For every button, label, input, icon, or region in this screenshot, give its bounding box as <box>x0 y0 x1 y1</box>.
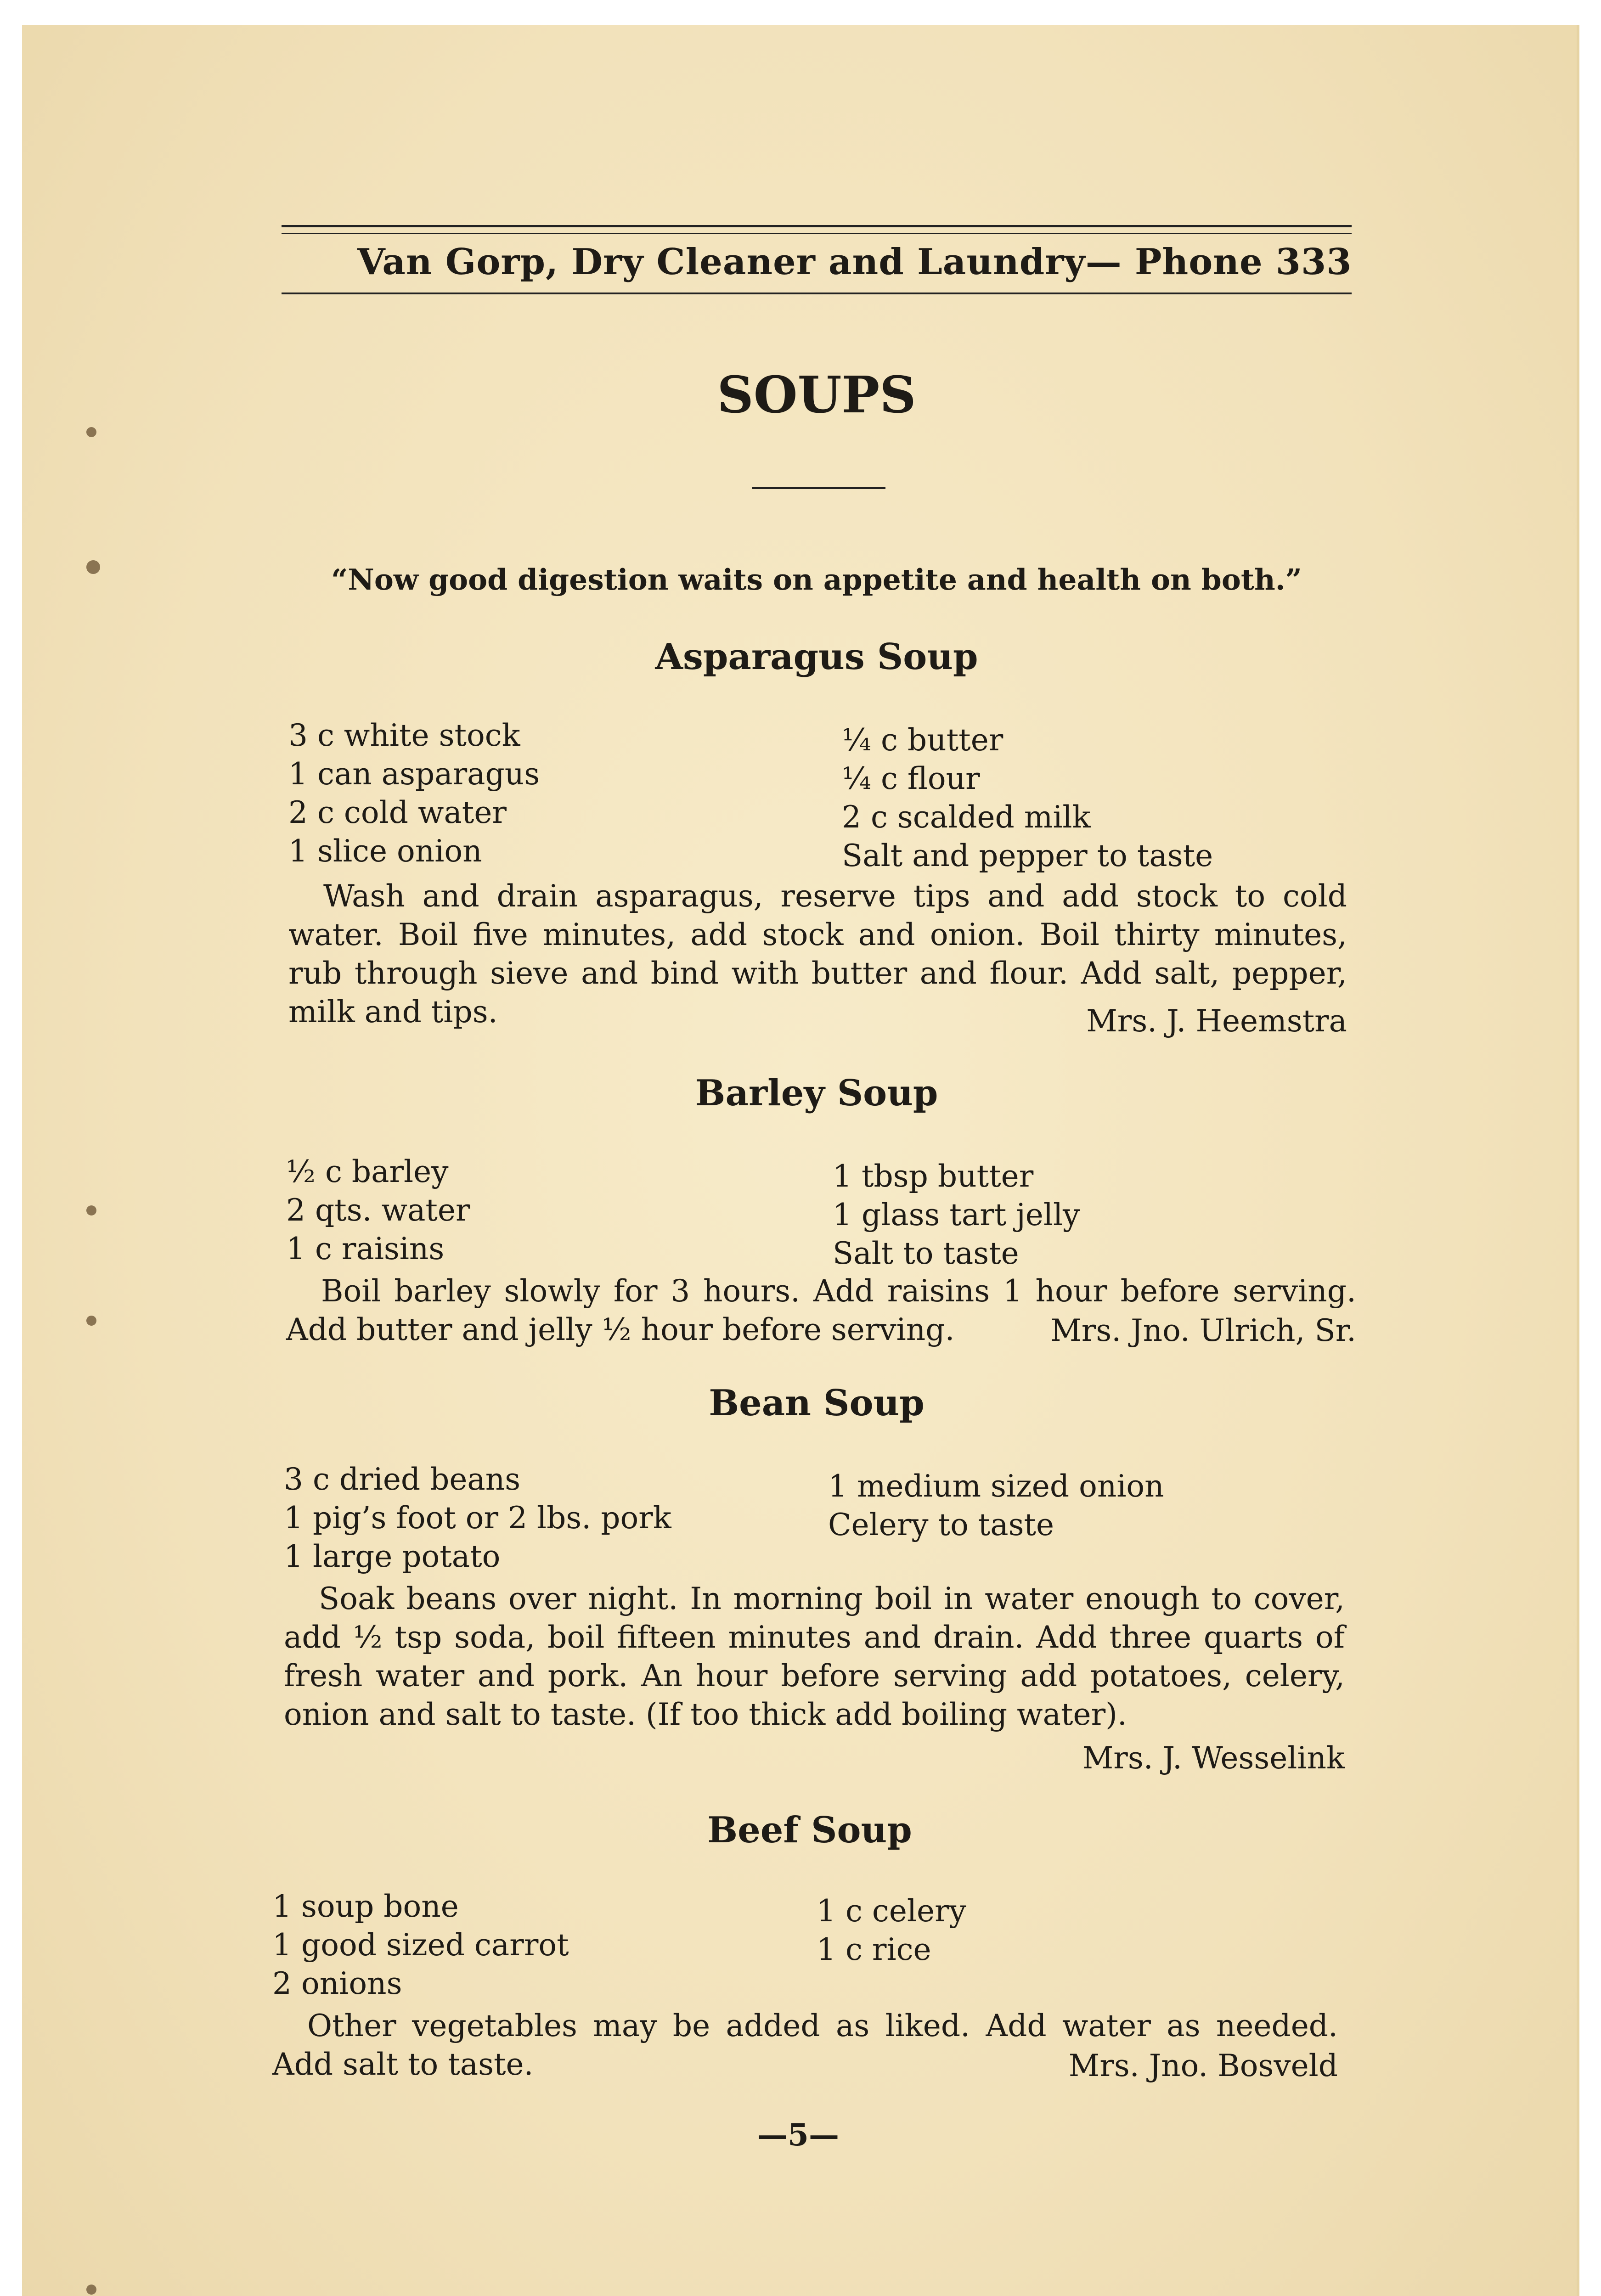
ingredients-left <box>286 1153 470 1268</box>
ingredient: ¼ c butter <box>842 722 1003 758</box>
ingredient: 1 slice onion <box>288 833 482 869</box>
ingredient: 1 soup bone <box>272 1889 459 1924</box>
method-text: Wash and drain asparagus, reserve tips and add stock to cold water. Boil five minutes, add stock and onion. Boil thirty minutes, rub through sieve and bind with butter and flour. Add salt, pepper, milk and tips. <box>288 878 1347 1030</box>
ingredient: 1 large potato <box>284 1539 501 1574</box>
page-number: —5— <box>757 2117 839 2153</box>
ingredient: 1 medium sized onion <box>828 1469 1164 1504</box>
ingredients-right <box>833 1157 1080 1273</box>
punch-mark <box>86 2285 96 2295</box>
ingredient: 1 tbsp butter <box>833 1159 1034 1194</box>
ingredient: Salt and pepper to taste <box>842 838 1213 873</box>
ingredients-left <box>272 1887 569 2003</box>
ingredient: 1 pig’s foot or 2 lbs. pork <box>284 1500 671 1536</box>
recipe-title: Barley Soup <box>695 1072 938 1114</box>
ingredients-right <box>828 1467 1164 1544</box>
page-title: SOUPS <box>717 365 916 424</box>
ingredient: 1 can asparagus <box>288 756 540 792</box>
ingredient: 1 glass tart jelly <box>833 1197 1080 1232</box>
ingredient: Salt to taste <box>833 1236 1019 1271</box>
ingredient: ½ c barley <box>286 1154 449 1189</box>
header-advertisement: Van Gorp, Dry Cleaner and Laundry— Phone 333 <box>357 241 1352 283</box>
title-underline <box>752 487 885 489</box>
ingredients-right <box>817 1892 966 1969</box>
ingredient: 1 c rice <box>817 1932 931 1967</box>
ingredient: 2 c scalded milk <box>842 799 1091 835</box>
ingredient: 3 c white stock <box>288 718 520 753</box>
header-rule-bottom <box>282 293 1352 294</box>
recipe-method <box>284 1580 1345 1734</box>
punch-mark <box>86 427 96 437</box>
ingredients-left <box>288 716 540 871</box>
ingredient: Celery to taste <box>828 1507 1054 1542</box>
ingredient: 1 good sized carrot <box>272 1927 569 1963</box>
recipe-author: Mrs. J. Heemstra <box>1086 1003 1347 1039</box>
ingredient: 2 c cold water <box>288 795 507 830</box>
ingredient: 2 onions <box>272 1966 402 2001</box>
header-rule-top-2 <box>282 233 1352 234</box>
recipe-author: Mrs. Jno. Ulrich, Sr. <box>1050 1313 1356 1348</box>
recipe-title: Beef Soup <box>707 1809 912 1851</box>
ingredients-right <box>842 721 1213 875</box>
header-rule-top-1 <box>282 225 1352 227</box>
ingredient: 2 qts. water <box>286 1193 470 1228</box>
method-text: Other vegetables may be added as liked. Add water as needed. Add salt to taste. <box>272 2008 1338 2082</box>
method-text: Soak beans over night. In morning boil in water enough to cover, add ½ tsp soda, boil fifteen minutes and drain. Add three quarts of fresh water and pork. An hour before serving add potatoes, celery, onion and salt to taste. (If too thick add boiling water). <box>284 1581 1345 1732</box>
epigraph-quote: “Now good digestion waits on appetite and health on both.” <box>331 563 1302 597</box>
ingredient: 3 c dried beans <box>284 1462 521 1497</box>
ingredient: 1 c raisins <box>286 1231 445 1266</box>
recipe-title: Asparagus Soup <box>655 636 978 678</box>
punch-mark <box>86 1205 96 1216</box>
ingredient: ¼ c flour <box>842 761 980 796</box>
punch-mark <box>86 1316 96 1326</box>
ingredients-left <box>284 1460 671 1576</box>
recipe-author: Mrs. Jno. Bosveld <box>1068 2048 1338 2083</box>
punch-mark <box>86 560 100 574</box>
ingredient: 1 c celery <box>817 1893 966 1929</box>
method-text: Boil barley slowly for 3 hours. Add raisins 1 hour before serving. Add butter and jelly ½ hour before serving. <box>286 1273 1356 1347</box>
recipe-title: Bean Soup <box>709 1382 925 1424</box>
recipe-author: Mrs. J. Wesselink <box>1082 1740 1345 1776</box>
page-sheet <box>22 25 1579 2296</box>
